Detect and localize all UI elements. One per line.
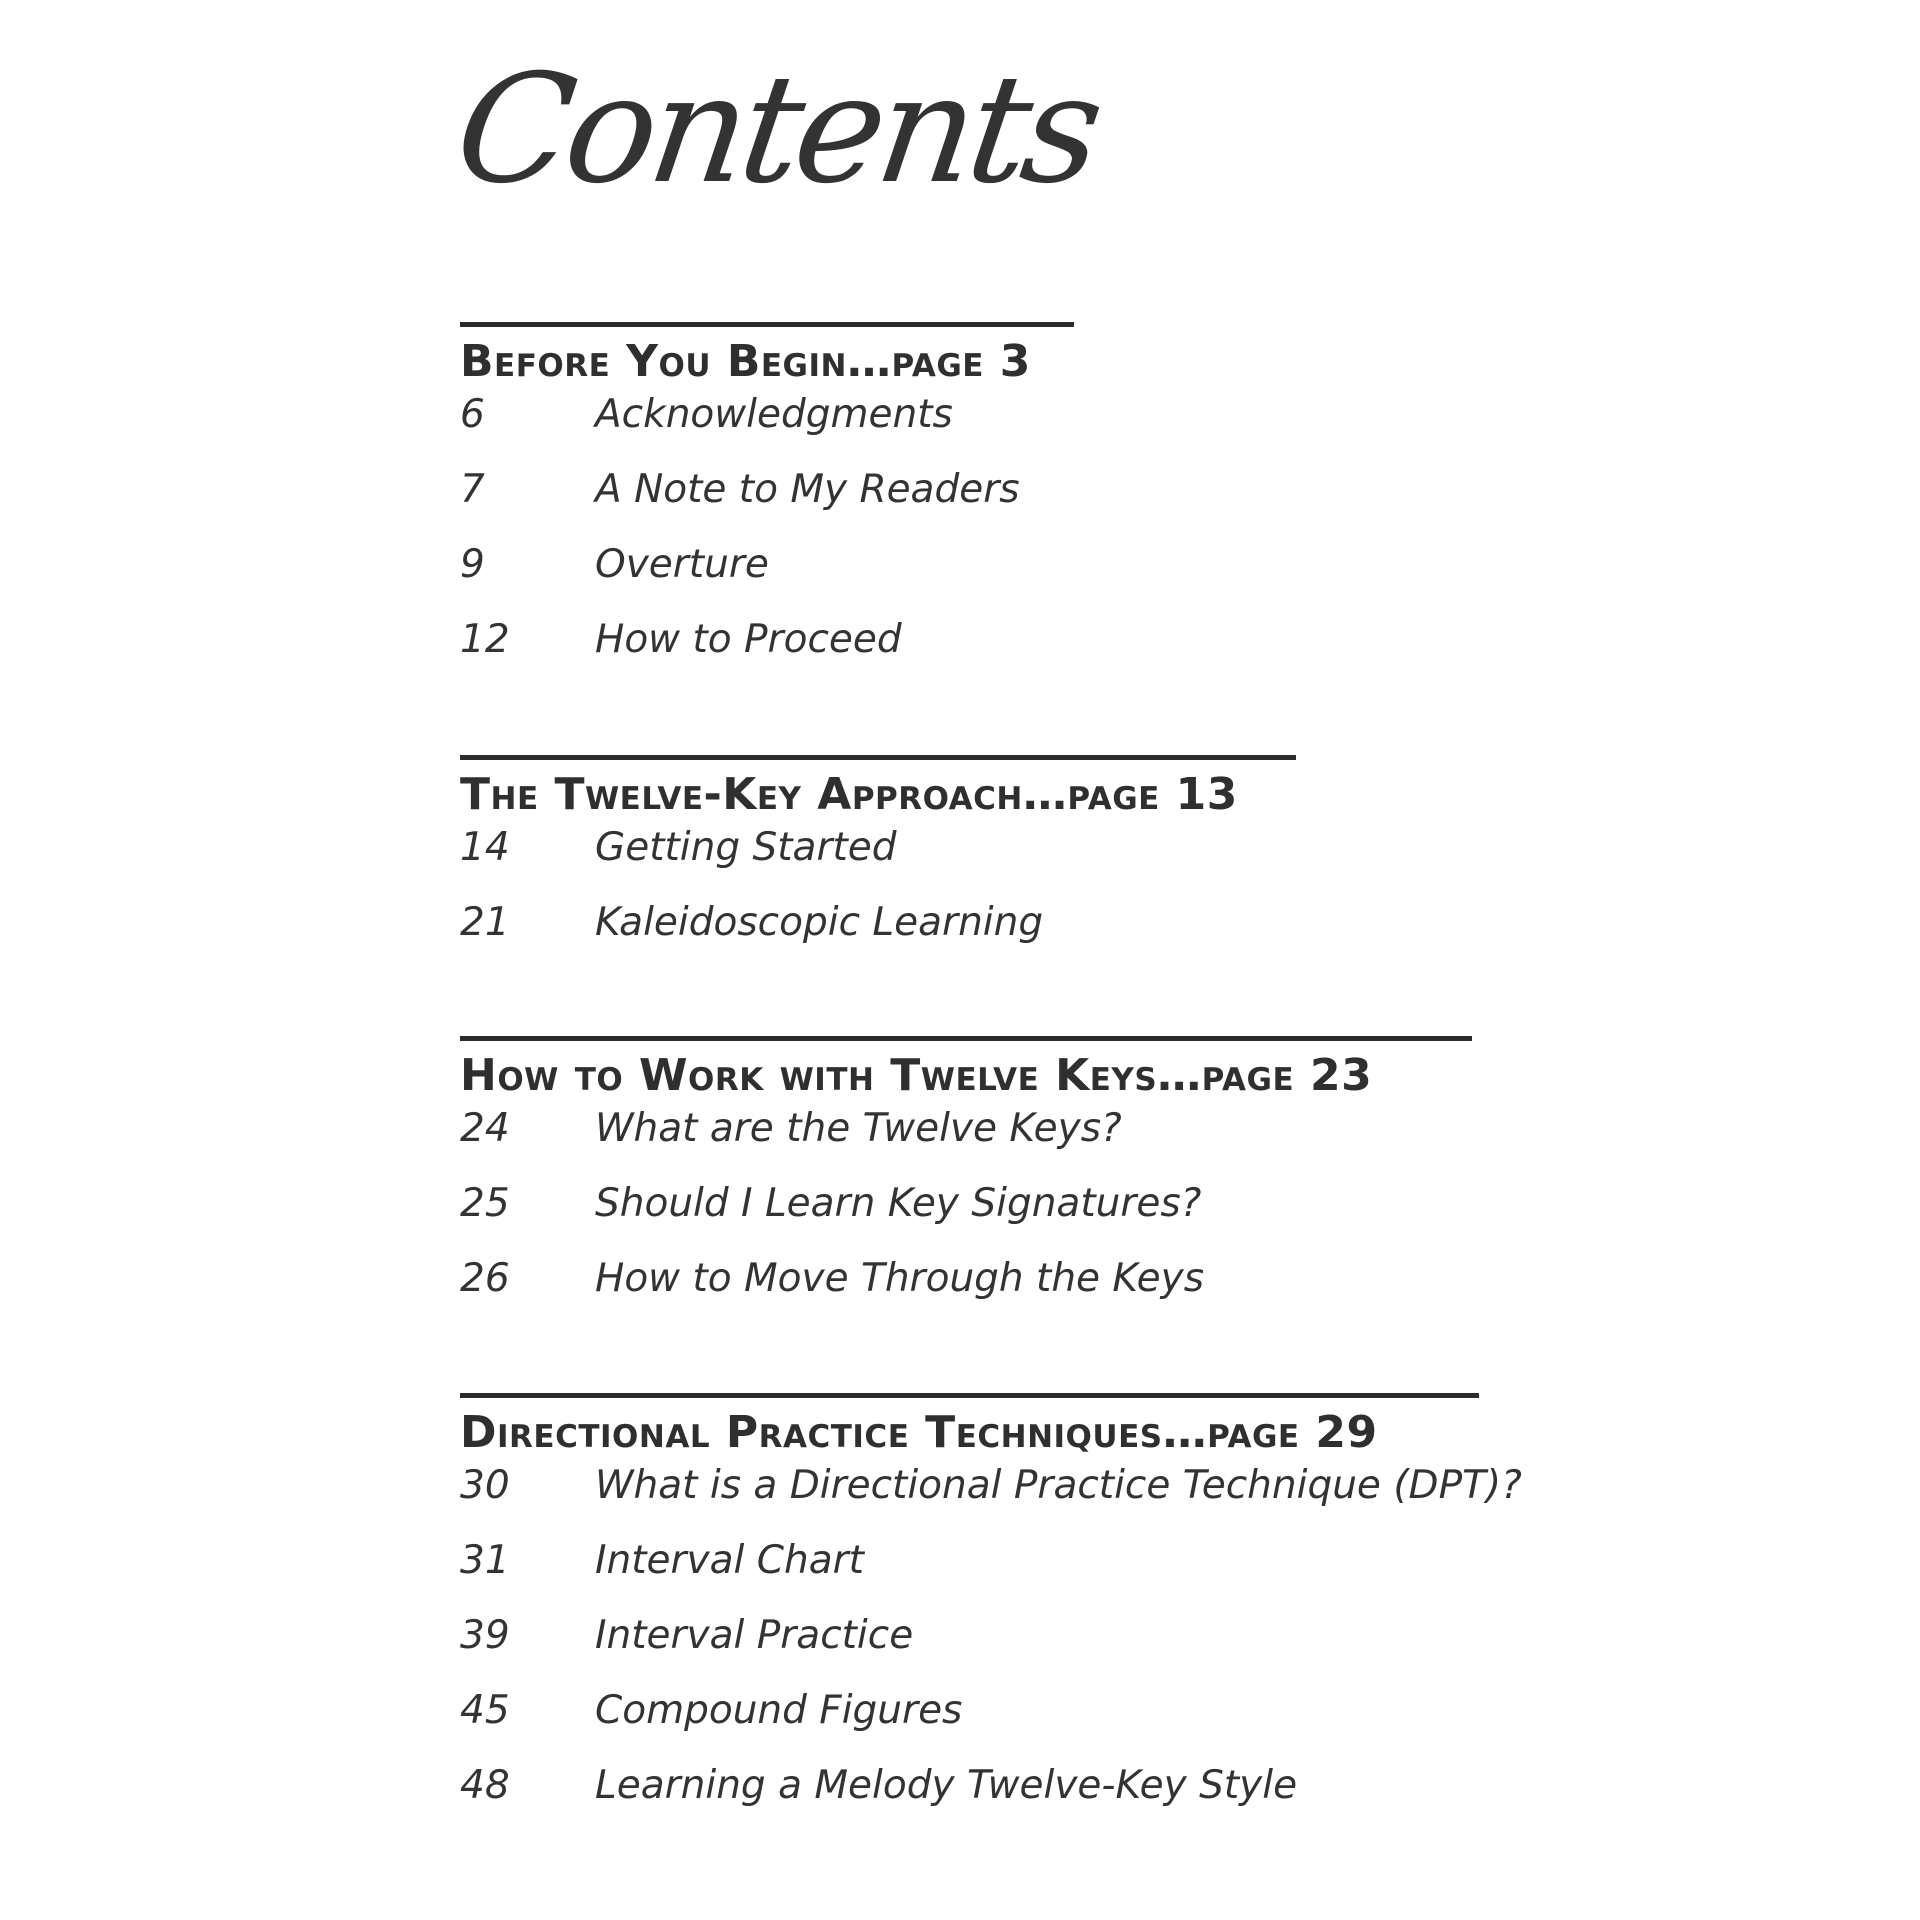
section-divider [460, 1393, 1479, 1398]
toc-entry[interactable] [460, 1463, 1522, 1538]
toc-entry[interactable] [460, 617, 1074, 692]
toc-entry-page-number: 30 [460, 1463, 510, 1509]
toc-entry-title: Should I Learn Key Signatures? [595, 1181, 1202, 1227]
toc-entry[interactable] [460, 1256, 1472, 1331]
section-heading: How to Work with Twelve Keys…page 23 [460, 1050, 1373, 1101]
section-heading: Directional Practice Techniques…page 29 [460, 1407, 1378, 1458]
toc-entry-page-number: 39 [460, 1613, 510, 1659]
toc-entry-title: Getting Started [595, 825, 897, 871]
toc-entry-title: Learning a Melody Twelve-Key Style [595, 1763, 1298, 1809]
toc-entry-title: What are the Twelve Keys? [595, 1106, 1122, 1152]
section-heading: Before You Begin…page 3 [460, 336, 1031, 387]
toc-entry-page-number: 12 [460, 617, 510, 663]
toc-entry-title: A Note to My Readers [595, 467, 1020, 513]
toc-entry-title: How to Move Through the Keys [595, 1256, 1205, 1302]
toc-section-twelve-key-approach [460, 755, 1296, 975]
toc-entry-page-number: 21 [460, 900, 510, 946]
toc-entry-list [460, 825, 1296, 975]
toc-entry[interactable] [460, 825, 1296, 900]
toc-entry-page-number: 7 [460, 467, 485, 513]
toc-entry-title: What is a Directional Practice Technique (DPT)? [595, 1463, 1522, 1509]
toc-entry-list [460, 392, 1074, 692]
toc-entry[interactable] [460, 1763, 1522, 1838]
toc-entry-page-number: 6 [460, 392, 485, 438]
toc-section-before-you-begin [460, 322, 1074, 692]
section-divider [460, 755, 1296, 760]
toc-entry-list [460, 1106, 1472, 1331]
toc-entry-title: Compound Figures [595, 1688, 963, 1734]
toc-entry[interactable] [460, 542, 1074, 617]
toc-entry-page-number: 26 [460, 1256, 510, 1302]
toc-entry[interactable] [460, 1538, 1522, 1613]
toc-entry-title: How to Proceed [595, 617, 902, 663]
toc-entry[interactable] [460, 1613, 1522, 1688]
toc-entry-page-number: 31 [460, 1538, 510, 1584]
toc-entry-title: Kaleidoscopic Learning [595, 900, 1044, 946]
toc-entry-page-number: 9 [460, 542, 485, 588]
toc-entry[interactable] [460, 467, 1074, 542]
toc-entry[interactable] [460, 1688, 1522, 1763]
toc-entry-page-number: 48 [460, 1763, 510, 1809]
section-divider [460, 322, 1074, 327]
toc-entry[interactable] [460, 392, 1074, 467]
toc-entry-list [460, 1463, 1522, 1838]
toc-entry[interactable] [460, 1181, 1472, 1256]
section-divider [460, 1036, 1472, 1041]
toc-entry-title: Interval Chart [595, 1538, 864, 1584]
toc-entry-title: Acknowledgments [595, 392, 953, 438]
toc-entry-page-number: 45 [460, 1688, 510, 1734]
section-heading: The Twelve-Key Approach…page 13 [460, 769, 1238, 820]
toc-entry-page-number: 14 [460, 825, 510, 871]
toc-entry-title: Interval Practice [595, 1613, 914, 1659]
toc-entry-title: Overture [595, 542, 769, 588]
toc-section-how-to-work-with-twelve-keys [460, 1036, 1472, 1331]
toc-entry-page-number: 25 [460, 1181, 510, 1227]
toc-entry-page-number: 24 [460, 1106, 510, 1152]
toc-entry[interactable] [460, 900, 1296, 975]
page-title: Contents [446, 43, 1108, 217]
toc-entry[interactable] [460, 1106, 1472, 1181]
toc-section-directional-practice-techniques [460, 1393, 1522, 1838]
